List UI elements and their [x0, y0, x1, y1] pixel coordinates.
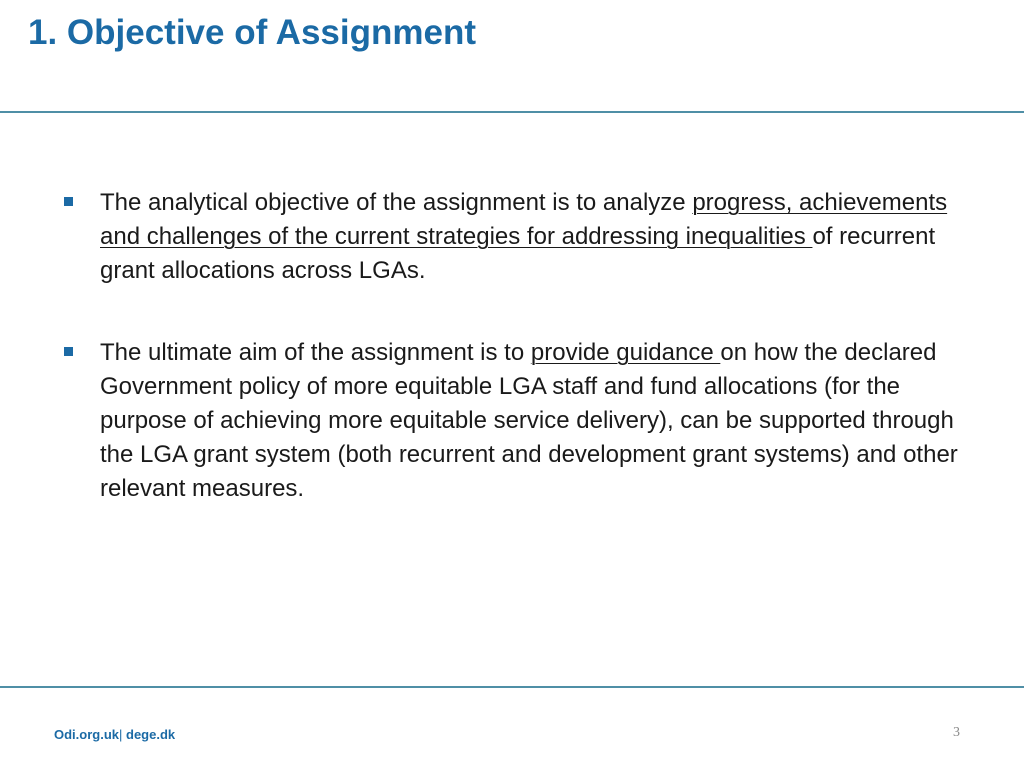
- bullet-text: The ultimate aim of the assignment is to: [100, 339, 531, 366]
- footer-separator: |: [119, 727, 123, 742]
- bullet-list: [62, 186, 972, 554]
- bullet-item-aim: [62, 336, 972, 506]
- square-bullet-icon: [64, 197, 73, 206]
- bullet-text: of recurrent grant allocations across LGAs.: [100, 223, 936, 284]
- footer-link-dege[interactable]: dege.dk: [122, 727, 176, 742]
- slide-title: 1. Objective of Assignment: [28, 13, 476, 52]
- footer-divider: [0, 686, 1024, 688]
- bullet-underlined-text: provide guidance: [530, 339, 721, 366]
- header-divider: [0, 111, 1024, 113]
- bullet-item-objective: [62, 186, 972, 288]
- square-bullet-icon: [64, 347, 73, 356]
- bullet-underlined-text: progress, achievements and challenges of the current strategies for addressing inequalities: [100, 189, 948, 250]
- bullet-text: The analytical objective of the assignment is to analyze: [100, 189, 693, 216]
- footer-link-odi[interactable]: Odi.org.uk: [54, 727, 119, 742]
- footer-links: [54, 727, 175, 742]
- page-number: 3: [953, 725, 960, 740]
- bullet-text: on how the declared Government policy of more equitable LGA staff and fund allocations (for the purpose of achieving more equitable service delivery), can be supported through the LGA grant system (both recurrent and development grant systems) and other relevant measures.: [100, 339, 958, 502]
